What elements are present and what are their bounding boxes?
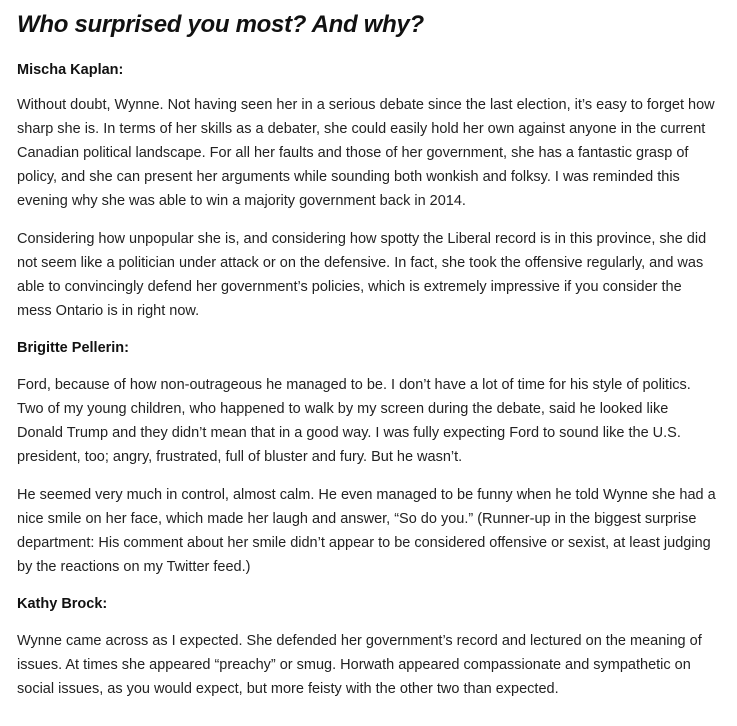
paragraph: Ford, because of how non-outrageous he managed to be. I don’t have a lot of time for his style of politics. Two of my young children, who happened to walk by my screen during the debate, said he looked like Donald Trump and they didn’t mean that in a good way. I was fully expecting Ford to sound like the U.S. president, too; angry, frustrated, full of bluster and fury. But he wasn’t.	[17, 377, 691, 465]
paragraph: He seemed very much in control, almost calm. He even managed to be funny when he told Wynne she had a nice smile on her face, which made her laugh and answer, “So do you.” (Runner-up in the biggest surprise department: His comment about her smile didn’t appear to be considered offensive or sexist, at least judging by the reactions on my Twitter feed.)	[17, 487, 716, 575]
paragraph: Without doubt, Wynne. Not having seen her in a serious debate since the last election, it’s easy to forget how sharp she is. In terms of her skills as a debater, she could easily hold her own against anyone in the current Canadian political landscape. For all her faults and those of her government, she has a fantastic grasp of policy, and she can present her arguments while sounding both wonkish and folksy. I was reminded this evening why she was able to win a majority government back in 2014.	[17, 97, 715, 209]
speaker-name-kathy-brock: Kathy Brock:	[17, 596, 108, 612]
paragraph: Considering how unpopular she is, and considering how spotty the Liberal record is in this province, she did not seem like a politician under attack or on the defensive. In fact, she took the offensive regularly, and was able to convincingly defend her government’s policies, which is extremely impressive if you consider the mess Ontario is in right now.	[17, 231, 707, 319]
paragraph: Wynne came across as I expected. She defended her government’s record and lectured on the meaning of issues. At times she appeared “preachy” or smug. Horwath appeared compassionate and sympathetic on social issues, as you would expect, but more feisty with the other two than expected.	[17, 633, 702, 697]
article-body	[17, 0, 717, 701]
section-heading: Who surprised you most? And why?	[17, 11, 424, 38]
speaker-name-brigitte-pellerin: Brigitte Pellerin:	[17, 340, 129, 356]
speaker-name-mischa-kaplan: Mischa Kaplan:	[17, 62, 124, 78]
